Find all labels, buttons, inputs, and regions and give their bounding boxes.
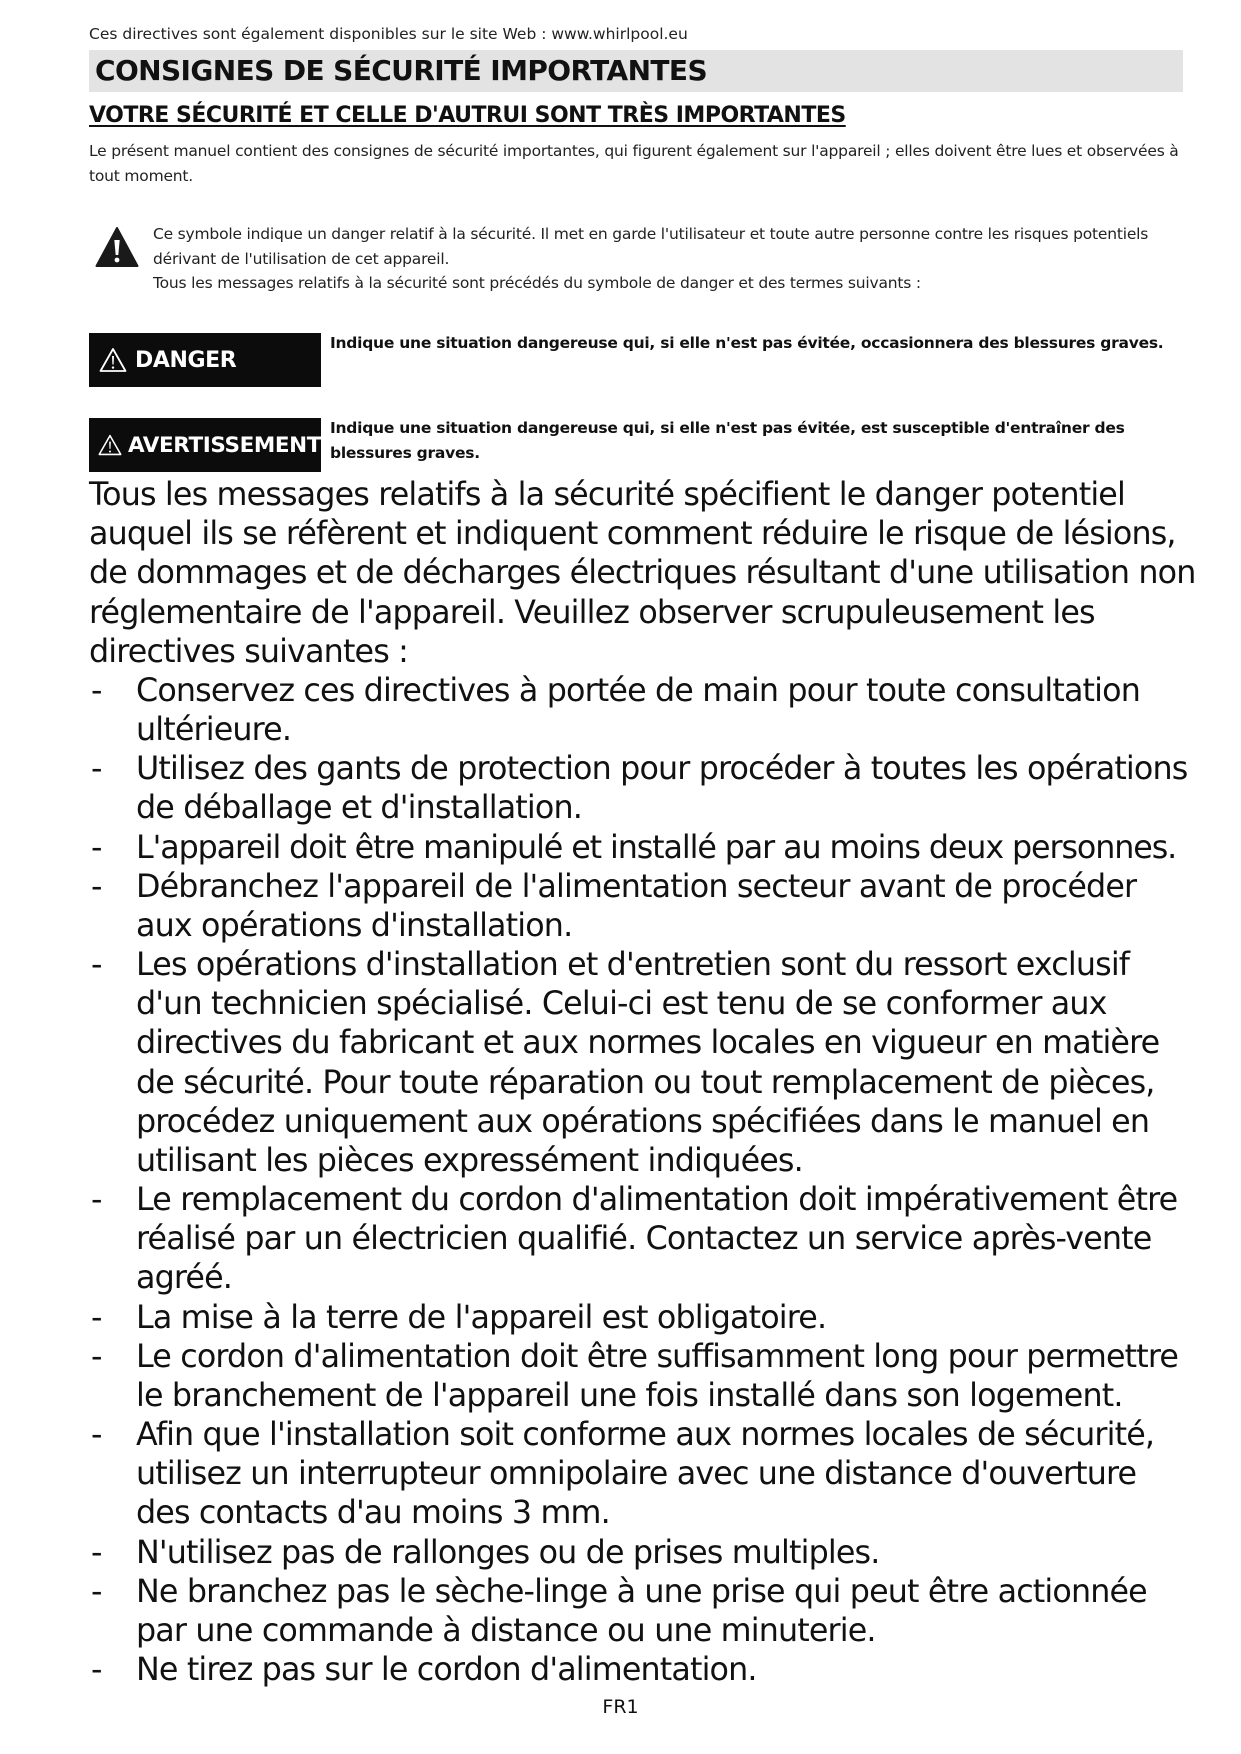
safety-rules-list [89, 672, 1199, 1690]
avertissement-warning-icon [98, 432, 122, 458]
danger-label: DANGER [135, 347, 237, 373]
avertissement-description: Indique une situation dangereuse qui, si elle n'est pas évitée, est susceptible d'entraîner des blessures graves. [330, 419, 1125, 462]
safety-instructions [89, 476, 1199, 1690]
list-item: - Le cordon d'alimentation doit être suffisamment long pour permettre le branchement de l'appareil une fois installé dans son logement. [91, 1338, 1179, 1414]
list-item: - Les opérations d'installation et d'entretien sont du ressort exclusif d'un technicien spécialisé. Celui-ci est tenu de se conformer aux directives du fabricant et aux normes locales en vigueur en matière de sécurité. Pour toute réparation ou tout remplacement de pièces, procédez uniquement aux opérations spécifiées dans le manuel en utilisant les pièces expressément indiquées. [91, 947, 1160, 1179]
section-subtitle: VOTRE SÉCURITÉ ET CELLE D'AUTRUI SONT TRÈS IMPORTANTES [89, 103, 846, 128]
list-item: - Ne tirez pas sur le cordon d'alimentation. [91, 1652, 757, 1689]
list-item: - Conservez ces directives à portée de main pour toute consultation ultérieure. [91, 672, 1140, 749]
availability-note: Ces directives sont également disponibles sur le site Web : www.whirlpool.eu [89, 25, 688, 43]
danger-description: Indique une situation dangereuse qui, si elle n'est pas évitée, occasionnera des blessures graves. [330, 334, 1164, 352]
avertissement-label: AVERTISSEMENT [128, 432, 321, 458]
danger-warning-icon [99, 347, 127, 373]
safety-intro-paragraph: Tous les messages relatifs à la sécurité spécifient le danger potentiel auquel ils se réfèrent et indiquent comment réduire le risque de lésions, de dommages et de décharges électriques résultant d'une utilisation non réglementaire de l'appareil. Veuillez observer scrupuleusement les directives suivantes : [89, 477, 1196, 670]
symbol-explanation-line2: Tous les messages relatifs à la sécurité sont précédés du symbole de danger et des termes suivants : [153, 274, 921, 292]
list-item: - Ne branchez pas le sèche-linge à une prise qui peut être actionnée par une commande à distance ou une minuterie. [91, 1573, 1147, 1649]
list-item: - La mise à la terre de l'appareil est obligatoire. [91, 1299, 827, 1336]
list-item: - Débranchez l'appareil de l'alimentation secteur avant de procéder aux opérations d'installation. [91, 868, 1137, 944]
list-item: - N'utilisez pas de rallonges ou de prises multiples. [91, 1534, 880, 1571]
intro-paragraph: Le présent manuel contient des consignes de sécurité importantes, qui figurent également sur l'appareil ; elles doivent être lues et observées à tout moment. [89, 142, 1179, 185]
list-item: - Le remplacement du cordon d'alimentation doit impérativement être réalisé par un électricien qualifié. Contactez un service après-vente agréé. [91, 1182, 1178, 1297]
page-number: FR1 [602, 1696, 639, 1718]
page-title: CONSIGNES DE SÉCURITÉ IMPORTANTES [89, 50, 1183, 92]
list-item: - L'appareil doit être manipulé et installé par au moins deux personnes. [91, 829, 1177, 866]
warning-badge [89, 418, 321, 472]
symbol-explanation [153, 222, 1183, 296]
list-item: - Utilisez des gants de protection pour procéder à toutes les opérations de déballage et d'installation. [91, 751, 1188, 827]
symbol-explanation-line1: Ce symbole indique un danger relatif à la sécurité. Il met en garde l'utilisateur et toute autre personne contre les risques potentiels dérivant de l'utilisation de cet appareil. [153, 225, 1149, 268]
danger-badge [89, 333, 321, 387]
list-item: - Afin que l'installation soit conforme aux normes locales de sécurité, utilisez un interrupteur omnipolaire avec une distance d'ouverture des contacts d'au moins 3 mm. [91, 1417, 1155, 1532]
warning-triangle-icon [95, 226, 139, 270]
